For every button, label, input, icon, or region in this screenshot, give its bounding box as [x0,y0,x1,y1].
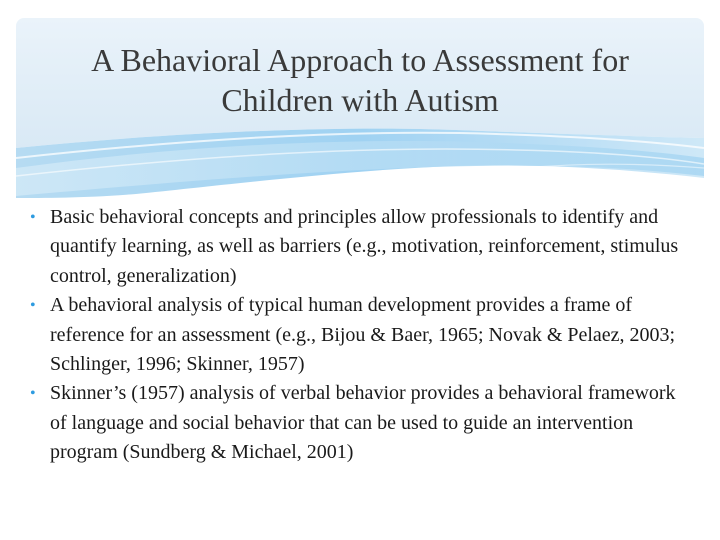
bullet-icon: • [30,209,36,226]
bullet-icon: • [30,297,36,315]
bullet-text: Skinner’s (1957) analysis of verbal behavior provides a behavioral framework of language and social behavior that can be used to guide an intervention program (Sundberg & Michael, 2001) [50,382,676,464]
bullet-item [26,291,696,379]
bullet-item [26,203,696,291]
bullet-text: A behavioral analysis of typical human development provides a frame of reference for an assessment (e.g., Bijou & Baer, 1965; Novak & Pelaez, 2003; Schlinger, 1996; Skinner, 1957) [50,294,676,376]
bullet-text: Basic behavioral concepts and principles allow professionals to identify and quantify learning, as well as barriers (e.g., motivation, reinforcement, stimulus control, generalization) [50,206,679,287]
slide-title [40,40,680,120]
bullet-icon: • [30,385,36,403]
title-line-1: A Behavioral Approach to Assessment for [91,42,629,78]
bullet-list [26,203,696,468]
title-line-2: Children with Autism [221,82,499,118]
bullet-item [26,379,696,467]
